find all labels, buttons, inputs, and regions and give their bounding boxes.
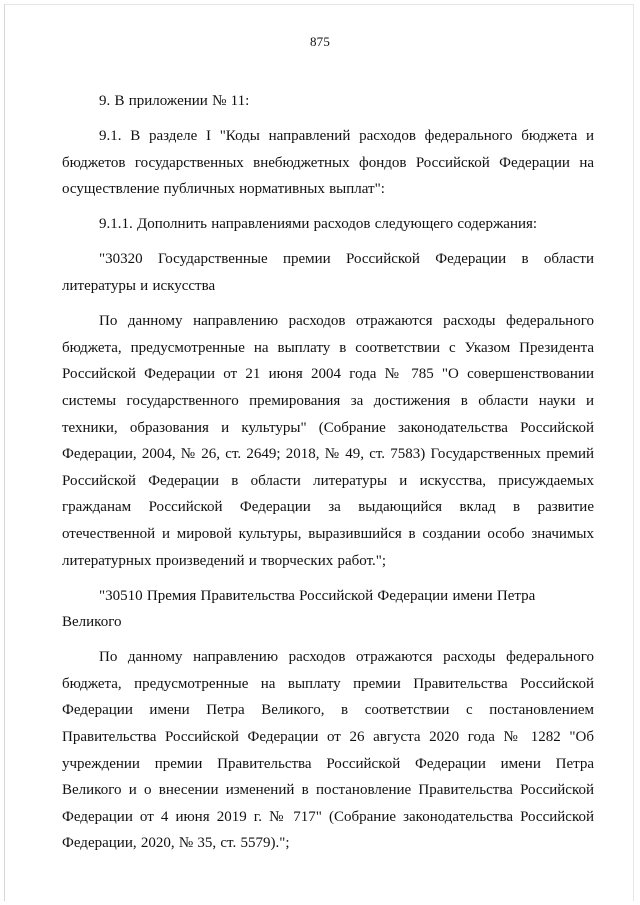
page-number: 875 [309, 34, 331, 49]
paragraph-add-directions: 9.1.1. Дополнить направлениями расходов следующего содержания: [99, 216, 538, 233]
paragraph-code-30320: "30320 Государственные премии Российской Федерации в области литературы и искусства [62, 251, 594, 295]
document-body [62, 88, 594, 857]
paragraph-code-30510: "30510 Премия Правительства Российской Федерации имени Петра Великого [62, 587, 536, 631]
paragraph-appendix-11: 9. В приложении № 11: [99, 93, 250, 109]
paragraph-30320-description: По данному направлению расходов отражаются расходы федерального бюджета, предусмотренные на выплату в соответствии с Указом Президента Российской Федерации от 21 июня 2004 года № 785 "О совершенствовании системы государственного премирования за достижения в области науки и техники, образования и культуры" (Собрание законодательства Российской Федерации, 2004, № 26, ст. 2649; 2018, № 49, ст. 7583) Государственных премий Российской Федерации в области литературы и искусства, присуждаемых гражданам Российской Федерации за выдающийся вклад в развитие отечественной и мировой культуры, выразившийся в создании особо значимых литературных произведений и творческих работ."; [62, 313, 594, 569]
paragraph-30510-description: По данному направлению расходов отражаются расходы федерального бюджета, предусмотренные на выплату премии Правительства Российской Федерации имени Петра Великого, в соответствии с постановлением Правительства Российской Федерации от 26 августа 2020 года № 1282 "Об учреждении премии Правительства Российской Федерации имени Петра Великого и о внесении изменений в постановление Правительства Российской Федерации от 4 июня 2019 г. № 717" (Собрание законодательства Российской Федерации, 2020, № 35, ст. 5579)."; [62, 649, 594, 852]
paragraph-section-i: 9.1. В разделе I "Коды направлений расходов федерального бюджета и бюджетов государственных внебюджетных фондов Российской Федерации на осуществление публичных нормативных выплат": [62, 128, 594, 198]
